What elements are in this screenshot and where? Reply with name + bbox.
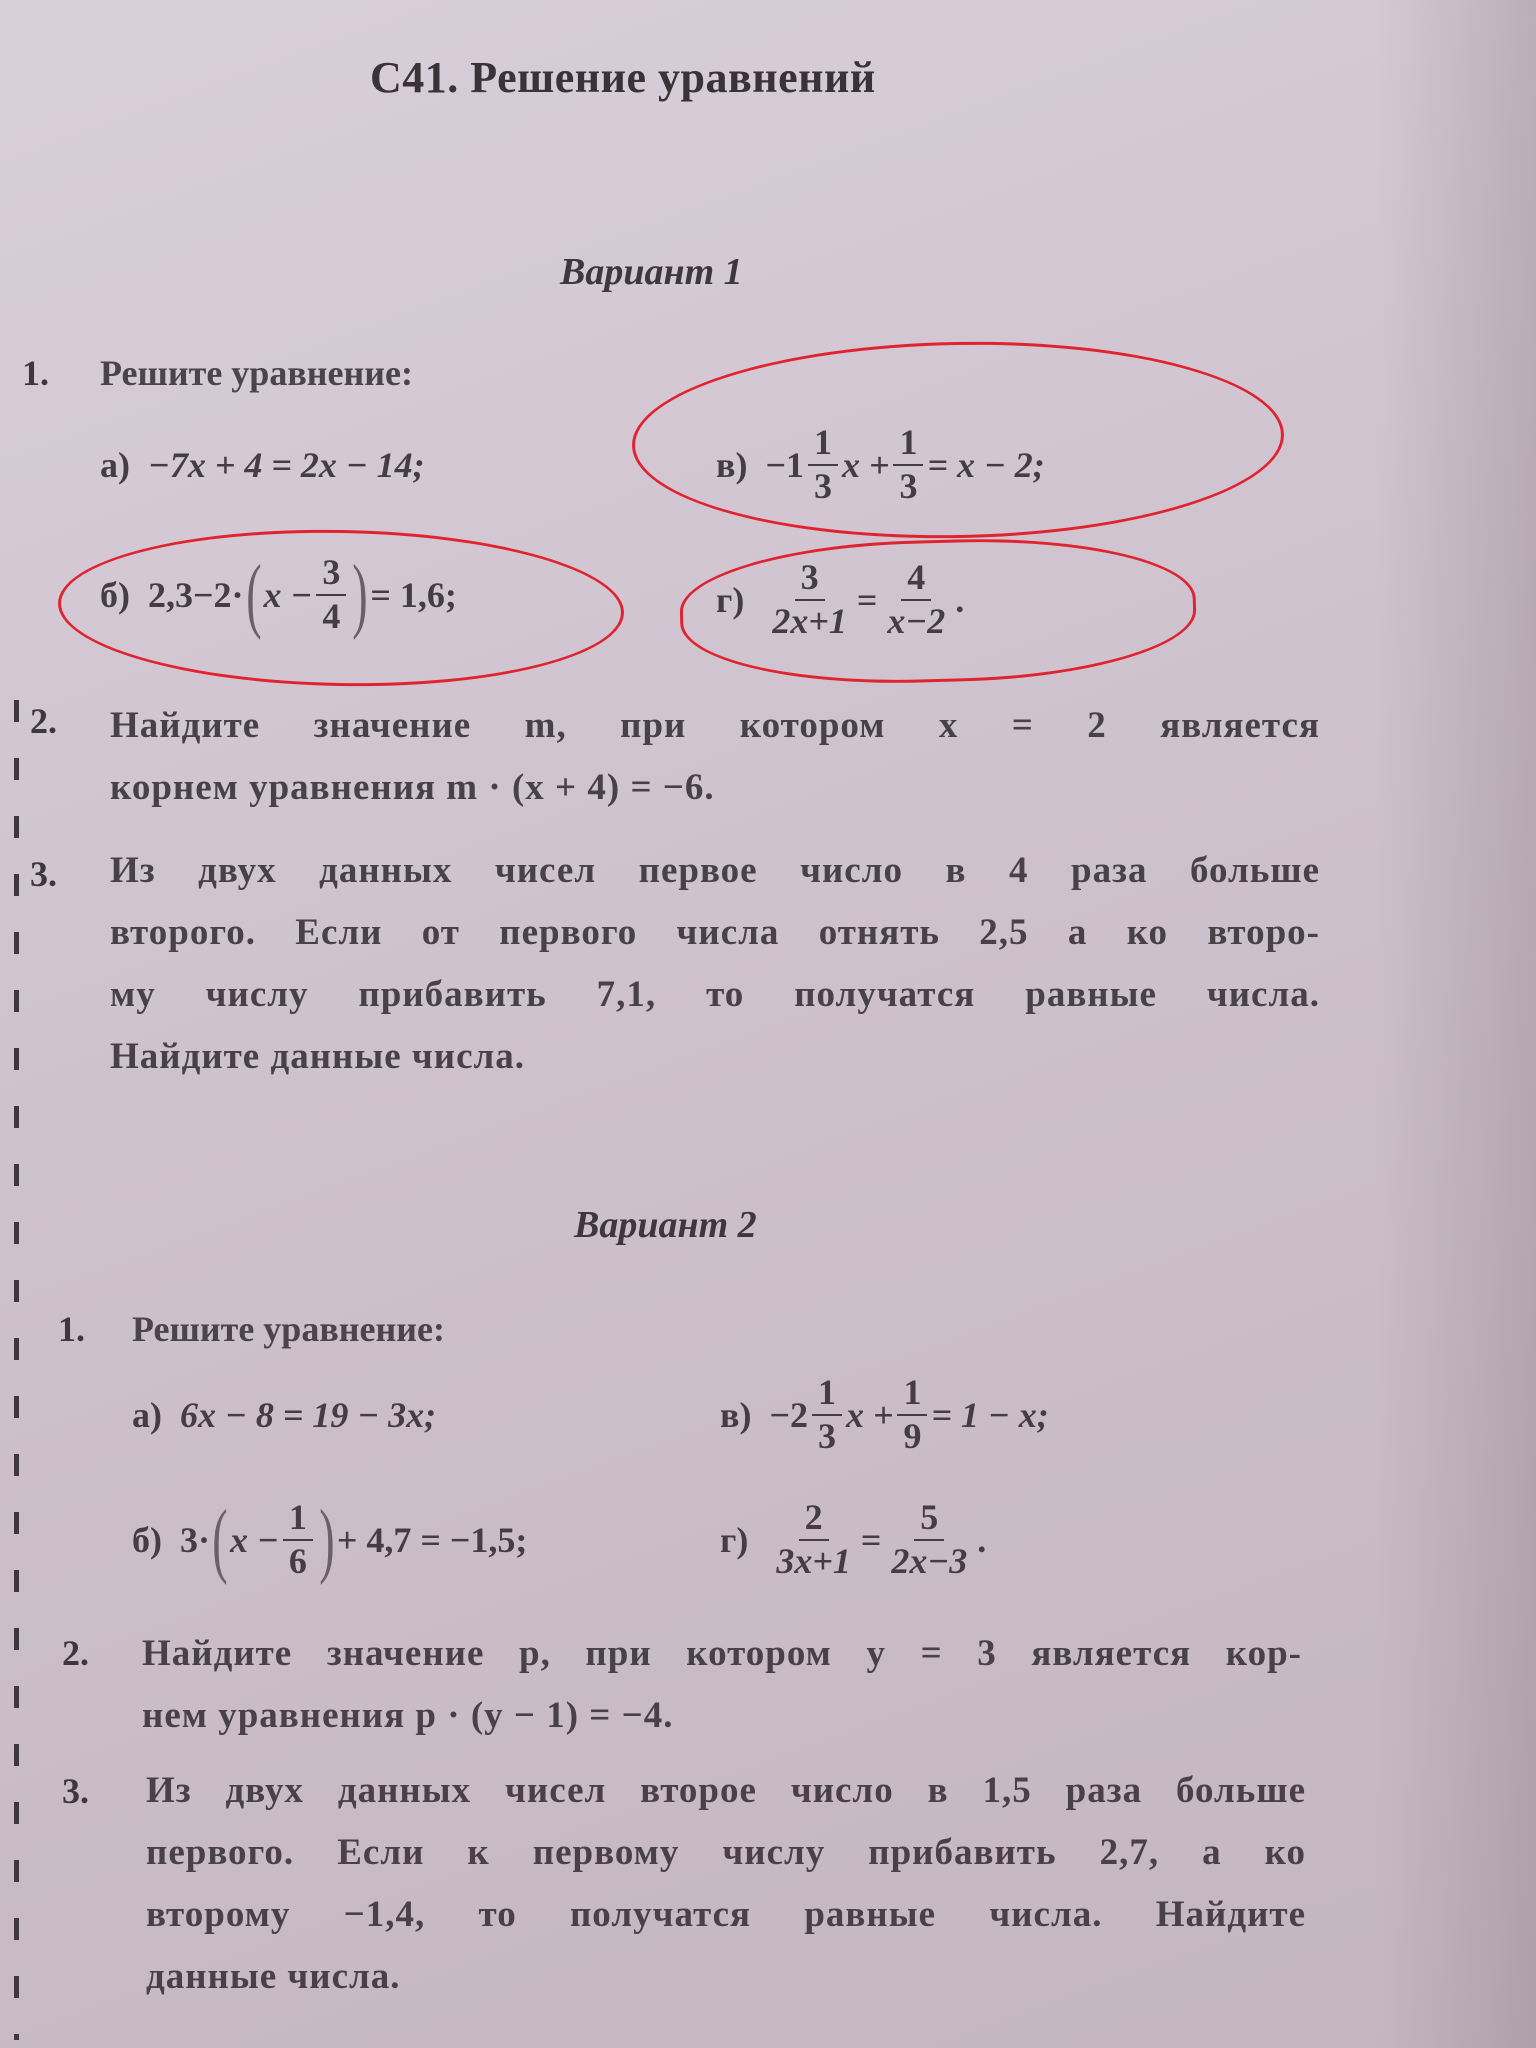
- mixed-whole: −1: [765, 445, 804, 485]
- v1-task1-number: 1.: [22, 353, 49, 393]
- fraction: [766, 559, 853, 641]
- v2-eq-g: [720, 1480, 986, 1600]
- denominator: 9: [903, 1416, 922, 1456]
- text-line: второго. Если от первого числа отнять 2,5 а ко второ-: [110, 912, 1320, 953]
- equals-sign: =: [856, 580, 878, 620]
- variant-1-heading: Вариант 1: [560, 251, 743, 293]
- fraction: [881, 559, 951, 641]
- v1-eq-g: [716, 540, 964, 660]
- text-line: Найдите значение m, при котором x = 2 является: [110, 705, 1320, 746]
- denominator: 2x+1: [772, 601, 847, 641]
- eq-label: г): [716, 580, 745, 620]
- v2-eq-b: [132, 1480, 527, 1600]
- v1-eq-b: [100, 535, 457, 655]
- paren-inner: x −: [263, 575, 313, 615]
- fraction: [808, 424, 838, 506]
- eq-right-side: + 4,7 = −1,5;: [336, 1520, 528, 1560]
- text-line: второму −1,4, то получатся равные числа. Найдите: [146, 1894, 1306, 1935]
- v1-task1-title: Решите уравнение:: [100, 353, 413, 393]
- denominator: 3: [813, 466, 832, 506]
- fraction: [897, 1374, 927, 1456]
- v1-task3-text: [110, 840, 1320, 1088]
- v1-eq-v: [716, 405, 1045, 525]
- eq-text: 6x − 8 = 19 − 3x;: [180, 1395, 437, 1435]
- fraction: [316, 554, 346, 636]
- eq-prefix: 3·: [180, 1520, 211, 1560]
- numerator: 2: [799, 1499, 829, 1541]
- v2-task3-text: [146, 1760, 1306, 2008]
- left-paren: (: [245, 548, 262, 641]
- v1-eq-a: [100, 405, 425, 525]
- v2-eq-v: [720, 1355, 1049, 1475]
- paren-inner: x −: [230, 1520, 279, 1560]
- numerator: 1: [893, 424, 923, 466]
- eq-middle: x +: [841, 445, 890, 485]
- numerator: 1: [283, 1499, 313, 1541]
- v2-task3-number: 3.: [62, 1771, 89, 1811]
- numerator: 1: [808, 424, 838, 466]
- numerator: 4: [901, 559, 931, 601]
- numerator: 5: [914, 1499, 944, 1541]
- eq-prefix: 2,3−2·: [148, 575, 244, 615]
- numerator: 3: [316, 554, 346, 596]
- fraction: [770, 1499, 857, 1581]
- v2-eq-a: [132, 1355, 436, 1475]
- text-line: Из двух данных чисел первое число в 4 раза больше: [110, 850, 1320, 891]
- fraction: [893, 424, 923, 506]
- page-shadow: [1376, 0, 1536, 2048]
- eq-right-side: = 1,6;: [370, 575, 457, 615]
- eq-label: а): [132, 1395, 162, 1435]
- denominator: 3: [899, 466, 918, 506]
- text-line: первого. Если к первому числу прибавить 2,7, а ко: [146, 1832, 1306, 1873]
- fraction: [283, 1499, 313, 1581]
- v2-task2-number: 2.: [62, 1633, 89, 1673]
- eq-label: в): [720, 1395, 752, 1435]
- denominator: 3x+1: [776, 1541, 851, 1581]
- eq-middle: x +: [845, 1395, 894, 1435]
- denominator: 6: [288, 1541, 307, 1581]
- page-title: С41. Решение уравнений: [370, 53, 876, 102]
- denominator: x−2: [887, 601, 946, 641]
- eq-label: б): [132, 1520, 162, 1560]
- denominator: 2x−3: [891, 1541, 968, 1581]
- v1-task2-number: 2.: [30, 701, 57, 741]
- v2-task1-number: 1.: [58, 1309, 85, 1349]
- text-line: нем уравнения p · (y − 1) = −4.: [142, 1695, 674, 1736]
- numerator: 1: [812, 1374, 842, 1416]
- text-line: корнем уравнения m · (x + 4) = −6.: [110, 767, 715, 808]
- left-paren: (: [212, 1493, 228, 1586]
- eq-right-side: = 1 − x;: [931, 1395, 1049, 1435]
- eq-label: б): [100, 575, 130, 615]
- variant-2-heading: Вариант 2: [574, 1204, 757, 1246]
- fraction: [885, 1499, 973, 1581]
- eq-right-side: = x − 2;: [927, 445, 1045, 485]
- mixed-whole: −2: [769, 1395, 808, 1435]
- denominator: 3: [817, 1416, 836, 1456]
- fraction: [812, 1374, 842, 1456]
- v2-task2-text: [142, 1623, 1302, 1747]
- eq-label: а): [100, 445, 130, 485]
- text-line: Найдите данные числа.: [110, 1036, 526, 1077]
- v2-task1-title: Решите уравнение:: [132, 1309, 445, 1349]
- numerator: 1: [897, 1374, 927, 1416]
- eq-text: −7x + 4 = 2x − 14;: [148, 445, 425, 485]
- text-line: му числу прибавить 7,1, то получатся равные числа.: [110, 974, 1320, 1015]
- text-line: Найдите значение p, при котором y = 3 является кор-: [142, 1633, 1302, 1674]
- denominator: 4: [322, 596, 341, 636]
- eq-end: .: [977, 1520, 987, 1560]
- eq-label: в): [716, 445, 748, 485]
- equals-sign: =: [860, 1520, 882, 1560]
- text-line: Из двух данных чисел второе число в 1,5 раза больше: [146, 1770, 1306, 1811]
- eq-end: .: [955, 580, 965, 620]
- eq-label: г): [720, 1520, 749, 1560]
- numerator: 3: [795, 559, 825, 601]
- v1-task2-text: [110, 695, 1320, 819]
- right-paren: ): [319, 1493, 335, 1586]
- v1-task3-number: 3.: [30, 854, 57, 894]
- text-line: данные числа.: [146, 1956, 401, 1997]
- right-paren: ): [352, 548, 369, 641]
- dashed-cut-line: [14, 700, 19, 2040]
